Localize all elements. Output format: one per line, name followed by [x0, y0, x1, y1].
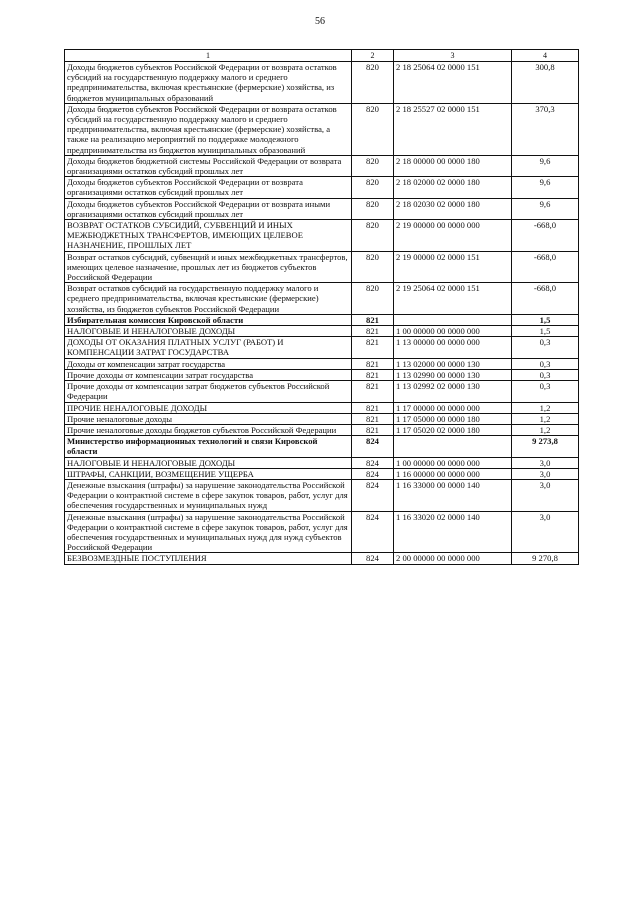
row-classification-code-cell: 2 19 00000 02 0000 151	[394, 251, 512, 283]
page-number: 56	[315, 16, 325, 27]
row-admin-code-cell: 820	[352, 251, 394, 283]
table-row	[65, 381, 579, 402]
row-amount-cell: 0,3	[512, 369, 579, 380]
row-classification-code-cell: 1 17 05000 00 0000 180	[394, 413, 512, 424]
row-classification-code-cell: 2 00 00000 00 0000 000	[394, 553, 512, 564]
row-classification-code-cell: 1 00 00000 00 0000 000	[394, 457, 512, 468]
row-admin-code-cell: 821	[352, 369, 394, 380]
row-admin-code-cell: 820	[352, 198, 394, 219]
row-amount-cell: 9 273,8	[512, 436, 579, 457]
row-classification-code-cell: 2 18 02000 02 0000 180	[394, 177, 512, 198]
row-amount-cell: -668,0	[512, 251, 579, 283]
row-amount-cell: 0,3	[512, 381, 579, 402]
row-amount-cell: 3,0	[512, 511, 579, 553]
row-admin-code-cell: 821	[352, 402, 394, 413]
row-name-cell: Доходы от компенсации затрат государства	[65, 358, 352, 369]
table-row	[65, 436, 579, 457]
row-admin-code-cell: 820	[352, 283, 394, 315]
table-row	[65, 358, 579, 369]
table-row	[65, 337, 579, 358]
row-name-cell: Денежные взыскания (штрафы) за нарушение законодательства Российской Федерации о контрактной системе в сфере закупок товаров, работ, услуг для обеспечения государственных и муниципальных нужд для нужд субъектов Российской Федерации	[65, 511, 352, 553]
row-name-cell: ПРОЧИЕ НЕНАЛОГОВЫЕ ДОХОДЫ	[65, 402, 352, 413]
row-amount-cell: 370,3	[512, 103, 579, 155]
row-classification-code-cell: 2 19 25064 02 0000 151	[394, 283, 512, 315]
row-name-cell: Прочие доходы от компенсации затрат государства	[65, 369, 352, 380]
row-amount-cell: 9,6	[512, 177, 579, 198]
table-row	[65, 413, 579, 424]
row-name-cell: ВОЗВРАТ ОСТАТКОВ СУБСИДИЙ, СУБВЕНЦИЙ И ИНЫХ МЕЖБЮДЖЕТНЫХ ТРАНСФЕРТОВ, ИМЕЮЩИХ ЦЕЛЕВОЕ НАЗНАЧЕНИЕ, ПРОШЛЫХ ЛЕТ	[65, 220, 352, 252]
row-amount-cell: 0,3	[512, 358, 579, 369]
row-admin-code-cell: 824	[352, 511, 394, 553]
row-classification-code-cell: 2 18 00000 00 0000 180	[394, 155, 512, 176]
row-amount-cell: 9 270,8	[512, 553, 579, 564]
row-classification-code-cell: 2 18 02030 02 0000 180	[394, 198, 512, 219]
row-admin-code-cell: 824	[352, 479, 394, 511]
row-admin-code-cell: 820	[352, 220, 394, 252]
row-name-cell: Доходы бюджетов бюджетной системы Российской Федерации от возврата организациями остатков субсидий прошлых лет	[65, 155, 352, 176]
table-row	[65, 457, 579, 468]
row-admin-code-cell: 824	[352, 436, 394, 457]
row-amount-cell: 3,0	[512, 468, 579, 479]
table-row	[65, 155, 579, 176]
row-name-cell: Избирательная комиссия Кировской области	[65, 314, 352, 325]
row-admin-code-cell: 820	[352, 155, 394, 176]
row-name-cell: Прочие неналоговые доходы бюджетов субъектов Российской Федерации	[65, 424, 352, 435]
row-classification-code-cell	[394, 436, 512, 457]
table-row	[65, 198, 579, 219]
row-amount-cell: 3,0	[512, 479, 579, 511]
row-classification-code-cell: 2 18 25064 02 0000 151	[394, 62, 512, 104]
table-row	[65, 220, 579, 252]
table-row	[65, 424, 579, 435]
row-name-cell: ШТРАФЫ, САНКЦИИ, ВОЗМЕЩЕНИЕ УЩЕРБА	[65, 468, 352, 479]
row-amount-cell: 300,8	[512, 62, 579, 104]
row-classification-code-cell: 1 13 02000 00 0000 130	[394, 358, 512, 369]
table-row	[65, 402, 579, 413]
row-classification-code-cell: 1 16 00000 00 0000 000	[394, 468, 512, 479]
row-amount-cell: 1,2	[512, 413, 579, 424]
row-classification-code-cell: 2 18 25527 02 0000 151	[394, 103, 512, 155]
row-amount-cell: 3,0	[512, 457, 579, 468]
row-admin-code-cell: 824	[352, 457, 394, 468]
row-admin-code-cell: 821	[352, 314, 394, 325]
row-admin-code-cell: 821	[352, 326, 394, 337]
row-name-cell: НАЛОГОВЫЕ И НЕНАЛОГОВЫЕ ДОХОДЫ	[65, 457, 352, 468]
row-classification-code-cell: 1 00 00000 00 0000 000	[394, 326, 512, 337]
row-classification-code-cell: 1 17 05020 02 0000 180	[394, 424, 512, 435]
row-amount-cell: 9,6	[512, 155, 579, 176]
table-row	[65, 369, 579, 380]
row-name-cell: Прочие доходы от компенсации затрат бюджетов субъектов Российской Федерации	[65, 381, 352, 402]
row-amount-cell: 0,3	[512, 337, 579, 358]
row-admin-code-cell: 820	[352, 103, 394, 155]
row-classification-code-cell: 1 16 33020 02 0000 140	[394, 511, 512, 553]
row-name-cell: Министерство информационных технологий и связи Кировской области	[65, 436, 352, 457]
column-header-3: 3	[394, 50, 512, 62]
row-amount-cell: 1,5	[512, 314, 579, 325]
table-body	[65, 62, 579, 565]
row-amount-cell: 1,2	[512, 424, 579, 435]
row-classification-code-cell: 1 13 00000 00 0000 000	[394, 337, 512, 358]
row-name-cell: Доходы бюджетов субъектов Российской Федерации от возврата иными организациями остатков субсидий прошлых лет	[65, 198, 352, 219]
row-name-cell: Доходы бюджетов субъектов Российской Федерации от возврата остатков субсидий на государственную поддержку малого и среднего предпринимательства, включая крестьянские (фермерские) хозяйства, а также на реализацию мероприятий по поддержке молодежного предпринимательства из бюджетов муниципальных образований	[65, 103, 352, 155]
table-row	[65, 251, 579, 283]
row-classification-code-cell: 1 17 00000 00 0000 000	[394, 402, 512, 413]
row-admin-code-cell: 820	[352, 177, 394, 198]
table-row	[65, 553, 579, 564]
row-admin-code-cell: 821	[352, 424, 394, 435]
row-name-cell: БЕЗВОЗМЕЗДНЫЕ ПОСТУПЛЕНИЯ	[65, 553, 352, 564]
row-name-cell: Доходы бюджетов субъектов Российской Федерации от возврата остатков субсидий на государственную поддержку малого и среднего предпринимательства, включая крестьянские (фермерские) хозяйства, из бюджетов муниципальных образований	[65, 62, 352, 104]
table-row	[65, 468, 579, 479]
row-name-cell: Прочие неналоговые доходы	[65, 413, 352, 424]
row-name-cell: ДОХОДЫ ОТ ОКАЗАНИЯ ПЛАТНЫХ УСЛУГ (РАБОТ) И КОМПЕНСАЦИИ ЗАТРАТ ГОСУДАРСТВА	[65, 337, 352, 358]
row-classification-code-cell: 1 13 02992 02 0000 130	[394, 381, 512, 402]
table-row	[65, 177, 579, 198]
table-row	[65, 103, 579, 155]
row-admin-code-cell: 824	[352, 468, 394, 479]
row-name-cell: Денежные взыскания (штрафы) за нарушение законодательства Российской Федерации о контрактной системе в сфере закупок товаров, работ, услуг для обеспечения государственных и муниципальных нужд	[65, 479, 352, 511]
row-name-cell: Доходы бюджетов субъектов Российской Федерации от возврата организациями остатков субсидий прошлых лет	[65, 177, 352, 198]
table-row	[65, 479, 579, 511]
table-row	[65, 511, 579, 553]
row-amount-cell: 1,2	[512, 402, 579, 413]
row-admin-code-cell: 820	[352, 62, 394, 104]
row-admin-code-cell: 821	[352, 413, 394, 424]
row-amount-cell: -668,0	[512, 283, 579, 315]
row-amount-cell: 1,5	[512, 326, 579, 337]
row-name-cell: Возврат остатков субсидий, субвенций и иных межбюджетных трансфертов, имеющих целевое назначение, прошлых лет из бюджетов субъектов Российской Федерации	[65, 251, 352, 283]
row-amount-cell: 9,6	[512, 198, 579, 219]
row-classification-code-cell	[394, 314, 512, 325]
row-classification-code-cell: 1 16 33000 00 0000 140	[394, 479, 512, 511]
row-name-cell: НАЛОГОВЫЕ И НЕНАЛОГОВЫЕ ДОХОДЫ	[65, 326, 352, 337]
column-header-1: 1	[65, 50, 352, 62]
column-number-row	[65, 50, 579, 62]
row-amount-cell: -668,0	[512, 220, 579, 252]
column-header-4: 4	[512, 50, 579, 62]
table-row	[65, 326, 579, 337]
table-row	[65, 283, 579, 315]
row-admin-code-cell: 821	[352, 358, 394, 369]
table-row	[65, 314, 579, 325]
row-admin-code-cell: 824	[352, 553, 394, 564]
row-classification-code-cell: 2 19 00000 00 0000 000	[394, 220, 512, 252]
row-admin-code-cell: 821	[352, 337, 394, 358]
revenue-table	[64, 49, 579, 565]
column-header-2: 2	[352, 50, 394, 62]
row-admin-code-cell: 821	[352, 381, 394, 402]
row-classification-code-cell: 1 13 02990 00 0000 130	[394, 369, 512, 380]
table-row	[65, 62, 579, 104]
row-name-cell: Возврат остатков субсидий на государственную поддержку малого и среднего предпринимательства, включая крестьянские (фермерские) хозяйства, из бюджетов субъектов Российской Федерации	[65, 283, 352, 315]
